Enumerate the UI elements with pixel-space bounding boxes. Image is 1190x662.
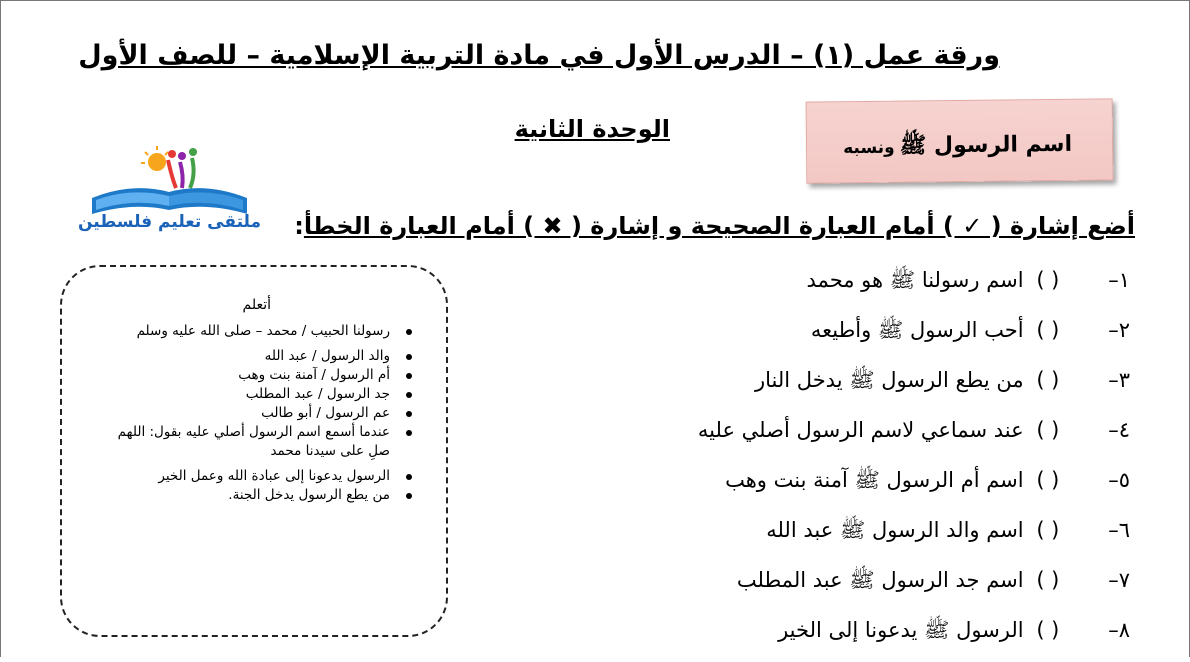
question-item	[560, 612, 1130, 662]
unit-title: الوحدة الثانية	[514, 115, 670, 143]
question-number: ٣–	[1108, 368, 1130, 392]
question-text: اسم والد الرسول ﷺ عبد الله	[766, 518, 1024, 542]
question-text: من يطع الرسول ﷺ يدخل النار	[755, 368, 1024, 392]
question-text: أحب الرسول ﷺ وأطيعه	[810, 318, 1024, 342]
learn-item: جد الرسول / عبد المطلب	[96, 385, 416, 404]
question-number: ٢–	[1108, 318, 1130, 342]
question-number: ٤–	[1108, 418, 1130, 442]
answer-blank[interactable]: ( )	[1036, 318, 1060, 342]
learn-title: أتعلم	[242, 297, 271, 313]
question-number: ١–	[1108, 268, 1130, 292]
question-text: اسم رسولنا ﷺ هو محمد	[806, 268, 1024, 292]
learn-item: أم الرسول / آمنة بنت وهب	[96, 366, 416, 385]
question-item	[560, 512, 1130, 562]
learn-item: عندما أسمع اسم الرسول أصلي عليه بقول: اللهم صلِ على سيدنا محمد	[96, 423, 416, 461]
learn-item: والد الرسول / عبد الله	[96, 347, 416, 366]
question-number: ٥–	[1108, 468, 1130, 492]
worksheet-title: ورقة عمل (١) – الدرس الأول في مادة التربية الإسلامية – للصف الأول	[78, 40, 1000, 71]
question-text: اسم جد الرسول ﷺ عبد المطلب	[736, 568, 1024, 592]
banner-suffix: ونسبه	[843, 137, 895, 159]
answer-blank[interactable]: ( )	[1036, 368, 1060, 392]
question-item	[560, 412, 1130, 462]
question-number: ٧–	[1108, 568, 1130, 592]
learn-item: الرسول يدعونا إلى عبادة الله وعمل الخير	[96, 467, 416, 486]
instruction	[294, 212, 1135, 240]
logo-text: ملتقى تعليم فلسطين	[77, 212, 262, 232]
learn-box	[60, 265, 448, 637]
question-list	[560, 262, 1130, 662]
question-item	[560, 312, 1130, 362]
question-text: اسم أم الرسول ﷺ آمنة بنت وهب	[725, 468, 1024, 492]
instruction-colon: :	[294, 212, 304, 240]
site-logo	[72, 140, 267, 240]
question-item	[560, 262, 1130, 312]
lesson-banner	[806, 98, 1114, 183]
answer-blank[interactable]: ( )	[1036, 618, 1060, 642]
question-number: ٨–	[1108, 618, 1130, 642]
instruction-text: أضع إشارة ( ✓ ) أمام العبارة الصحيحة و إشارة ( ✖ ) أمام العبارة الخطأ	[303, 212, 1135, 240]
banner-text	[843, 130, 1072, 164]
question-item	[560, 362, 1130, 412]
learn-list	[96, 322, 416, 505]
question-text: الرسول ﷺ يدعونا إلى الخير	[778, 618, 1024, 642]
banner-name: اسم الرسول ﷺ	[899, 131, 1073, 159]
question-item	[560, 562, 1130, 612]
answer-blank[interactable]: ( )	[1036, 468, 1060, 492]
answer-blank[interactable]: ( )	[1036, 518, 1060, 542]
learn-item: من يطع الرسول يدخل الجنة.	[96, 486, 416, 505]
answer-blank[interactable]: ( )	[1036, 568, 1060, 592]
answer-blank[interactable]: ( )	[1036, 268, 1060, 292]
question-number: ٦–	[1108, 518, 1130, 542]
answer-blank[interactable]: ( )	[1036, 418, 1060, 442]
question-text: عند سماعي لاسم الرسول أصلي عليه	[697, 418, 1024, 442]
learn-item: عم الرسول / أبو طالب	[96, 404, 416, 423]
learn-item: رسولنا الحبيب / محمد – صلى الله عليه وسلم	[96, 322, 416, 341]
question-item	[560, 462, 1130, 512]
